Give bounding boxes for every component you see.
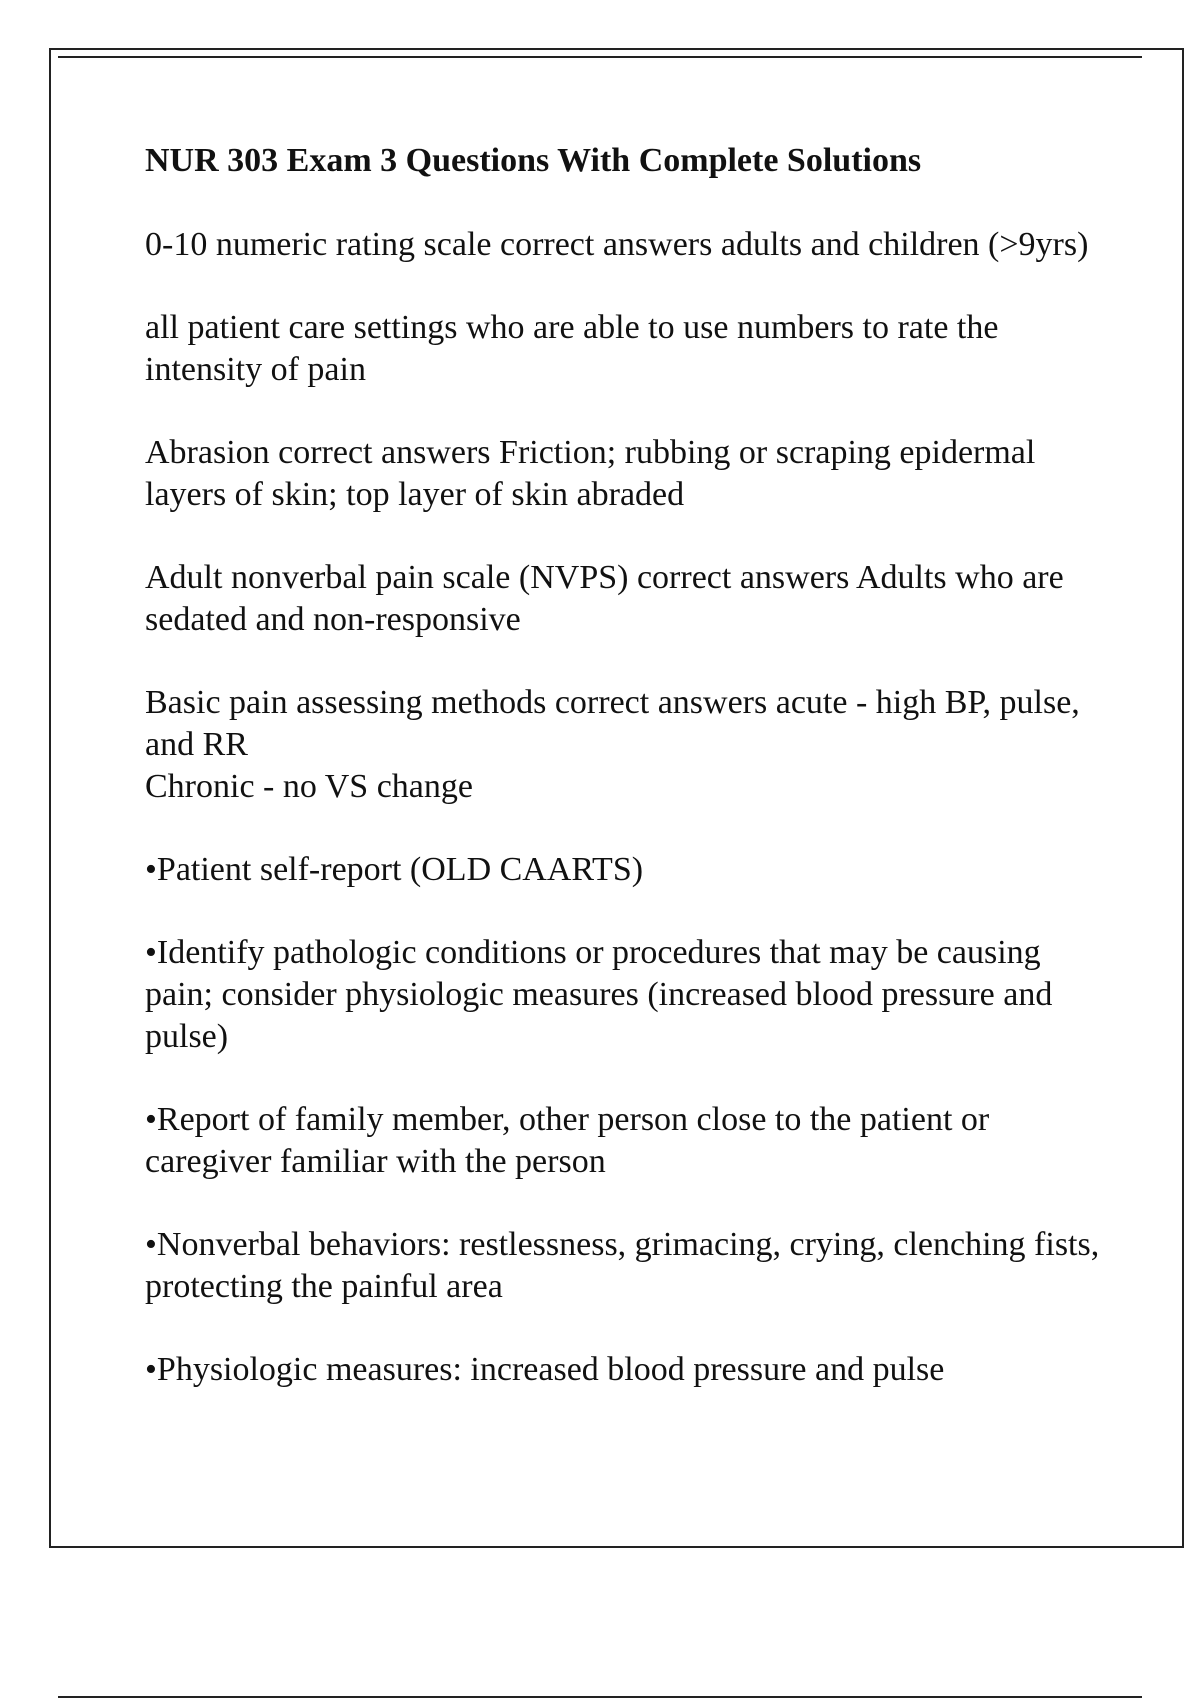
paragraph-pathologic-conditions: •Identify pathologic conditions or procedures that may be causing pain; consider physiologic measures (increased blood pressure and pulse)	[145, 934, 1053, 1055]
paragraph-physiologic-measures: •Physiologic measures: increased blood pressure and pulse	[145, 1351, 945, 1388]
paragraph-abrasion: Abrasion correct answers Friction; rubbing or scraping epidermal layers of skin; top layer of skin abraded	[145, 434, 1036, 513]
paragraph-family-report: •Report of family member, other person close to the patient or caregiver familiar with the person	[145, 1101, 990, 1180]
top-rule	[58, 56, 1142, 58]
paragraph-self-report: •Patient self-report (OLD CAARTS)	[145, 851, 644, 888]
document-body	[145, 140, 1105, 1432]
bottom-rule	[58, 1696, 1142, 1698]
paragraph-nonverbal-behaviors: •Nonverbal behaviors: restlessness, grimacing, crying, clenching fists, protecting the painful area	[145, 1226, 1100, 1305]
document-title: NUR 303 Exam 3 Questions With Complete Solutions	[145, 142, 922, 179]
paragraph-patient-care-settings: all patient care settings who are able to use numbers to rate the intensity of pain	[145, 309, 999, 388]
paragraph-basic-pain-methods: Basic pain assessing methods correct answers acute - high BP, pulse, and RR Chronic - no VS change	[145, 684, 1080, 805]
paragraph-nvps: Adult nonverbal pain scale (NVPS) correct answers Adults who are sedated and non-responsive	[145, 559, 1064, 638]
paragraph-numeric-rating-scale: 0-10 numeric rating scale correct answers adults and children (>9yrs)	[145, 226, 1089, 263]
